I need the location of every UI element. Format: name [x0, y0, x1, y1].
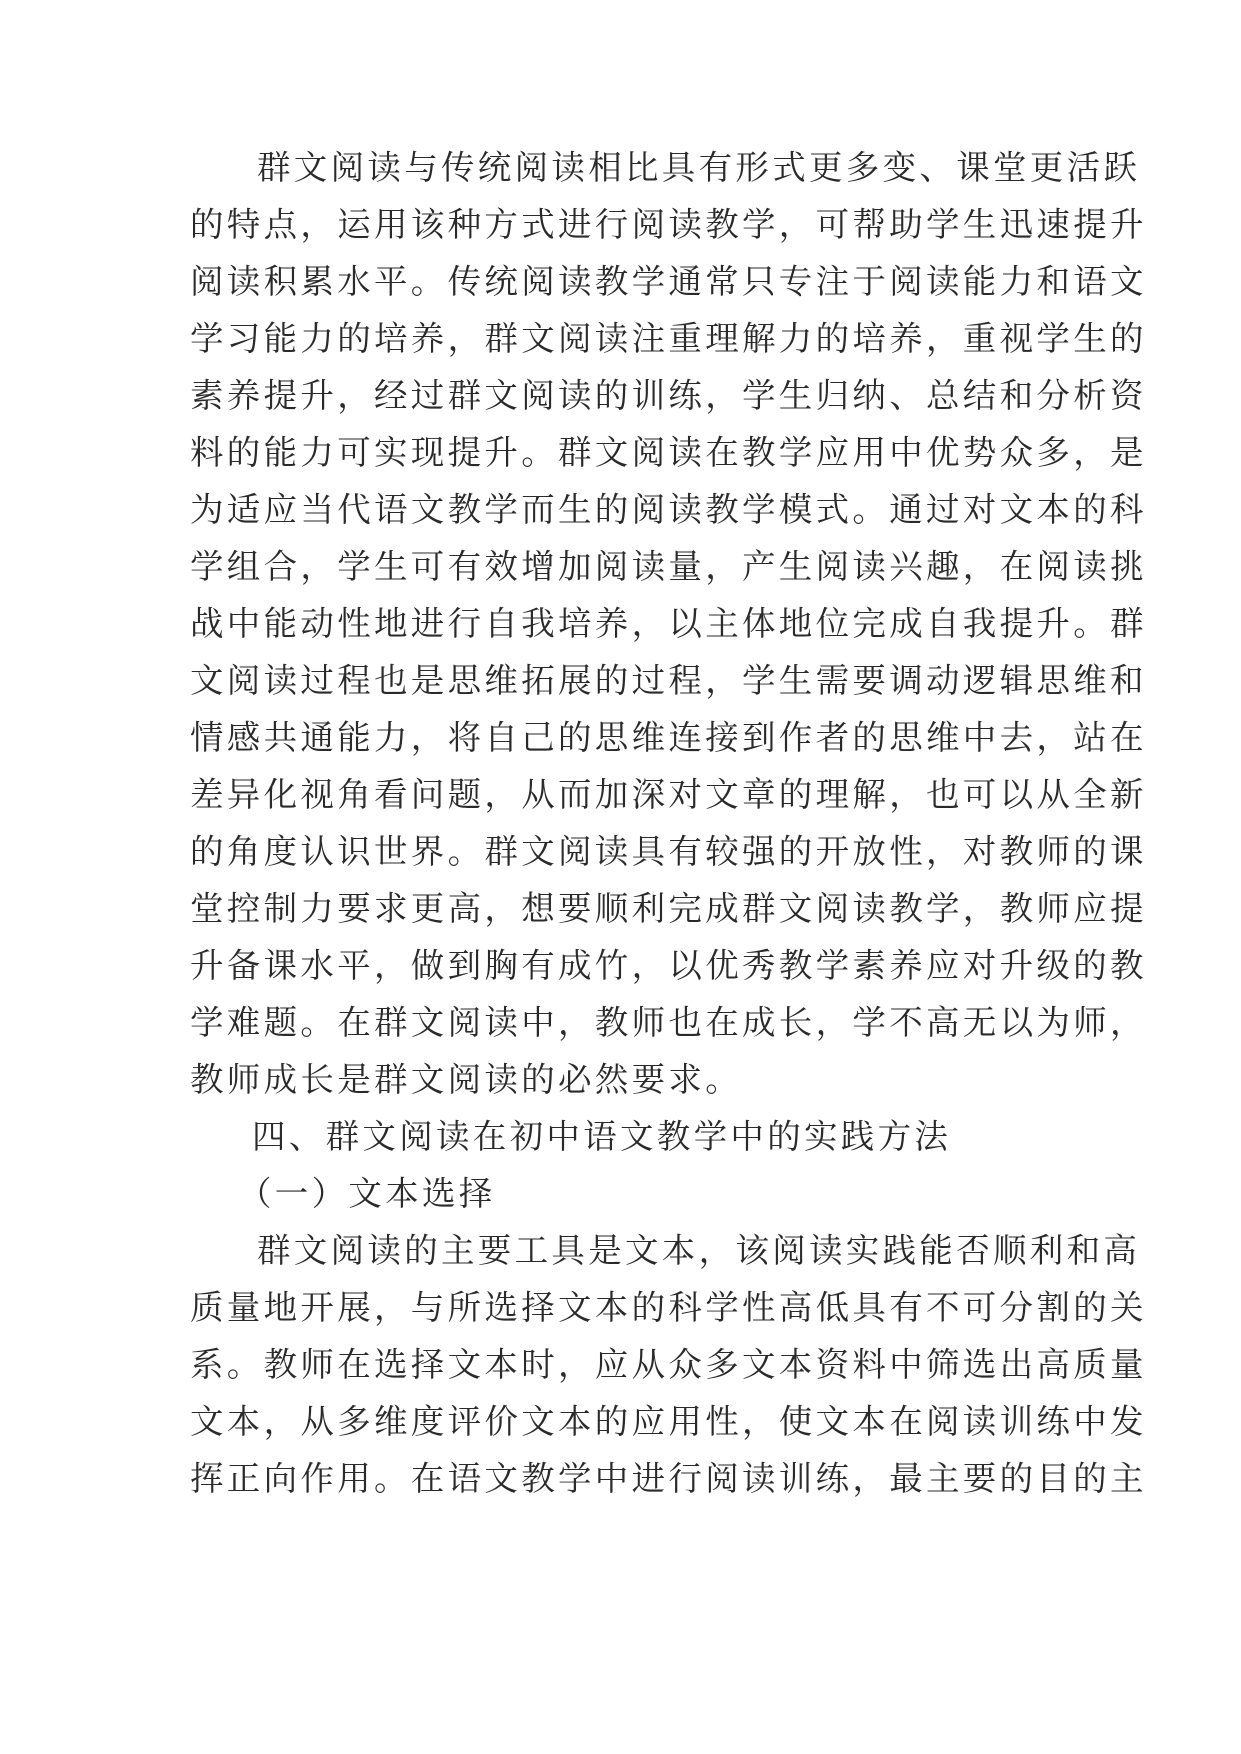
paragraph-line: 堂控制力要求更高，想要顺利完成群文阅读教学，教师应提	[190, 889, 1147, 928]
paragraph-line: 为适应当代语文教学而生的阅读教学模式。通过对文本的科	[190, 490, 1147, 529]
paragraph-line: 升备课水平，做到胸有成竹，以优秀教学素养应对升级的教	[190, 946, 1147, 985]
paragraph-line: 文阅读过程也是思维拓展的过程，学生需要调动逻辑思维和	[190, 661, 1147, 700]
subsection-heading	[190, 1165, 1070, 1222]
paragraph-line: 学组合，学生可有效增加阅读量，产生阅读兴趣，在阅读挑	[190, 547, 1147, 586]
paragraph-line: 系。教师在选择文本时，应从众多文本资料中筛选出高质量	[190, 1345, 1147, 1384]
body-paragraph	[190, 139, 1147, 1108]
paragraph-line: 学难题。在群文阅读中，教师也在成长，学不高无以为师，	[190, 1003, 1147, 1042]
section-heading	[190, 1108, 1070, 1165]
paragraph-line: 文本，从多维度评价文本的应用性，使文本在阅读训练中发	[190, 1402, 1147, 1441]
paragraph-line: 群文阅读的主要工具是文本，该阅读实践能否顺利和高	[257, 1231, 1141, 1270]
paragraph-line: 的特点，运用该种方式进行阅读教学，可帮助学生迅速提升	[190, 205, 1147, 244]
paragraph-line: 料的能力可实现提升。群文阅读在教学应用中优势众多，是	[190, 433, 1147, 472]
paragraph-line: 挥正向作用。在语文教学中进行阅读训练，最主要的目的主	[190, 1459, 1147, 1498]
body-paragraph	[190, 1222, 1147, 1507]
subsection-heading-text: （一）文本选择	[238, 1174, 496, 1213]
paragraph-line: 的角度认识世界。群文阅读具有较强的开放性，对教师的课	[190, 832, 1147, 871]
paragraph-line: 情感共通能力，将自己的思维连接到作者的思维中去，站在	[190, 718, 1147, 757]
paragraph-line: 差异化视角看问题，从而加深对文章的理解，也可以从全新	[190, 775, 1147, 814]
paragraph-line: 教师成长是群文阅读的必然要求。	[190, 1060, 742, 1099]
paragraph-line: 战中能动性地进行自我培养，以主体地位完成自我提升。群	[190, 604, 1147, 643]
paragraph-line: 群文阅读与传统阅读相比具有形式更多变、课堂更活跃	[257, 148, 1141, 187]
paragraph-line: 质量地开展，与所选择文本的科学性高低具有不可分割的关	[190, 1288, 1147, 1327]
paragraph-line: 学习能力的培养，群文阅读注重理解力的培养，重视学生的	[190, 319, 1147, 358]
section-heading-text: 四、群文阅读在初中语文教学中的实践方法	[252, 1117, 952, 1156]
paragraph-line: 阅读积累水平。传统阅读教学通常只专注于阅读能力和语文	[190, 262, 1147, 301]
paragraph-line: 素养提升，经过群文阅读的训练，学生归纳、总结和分析资	[190, 376, 1147, 415]
